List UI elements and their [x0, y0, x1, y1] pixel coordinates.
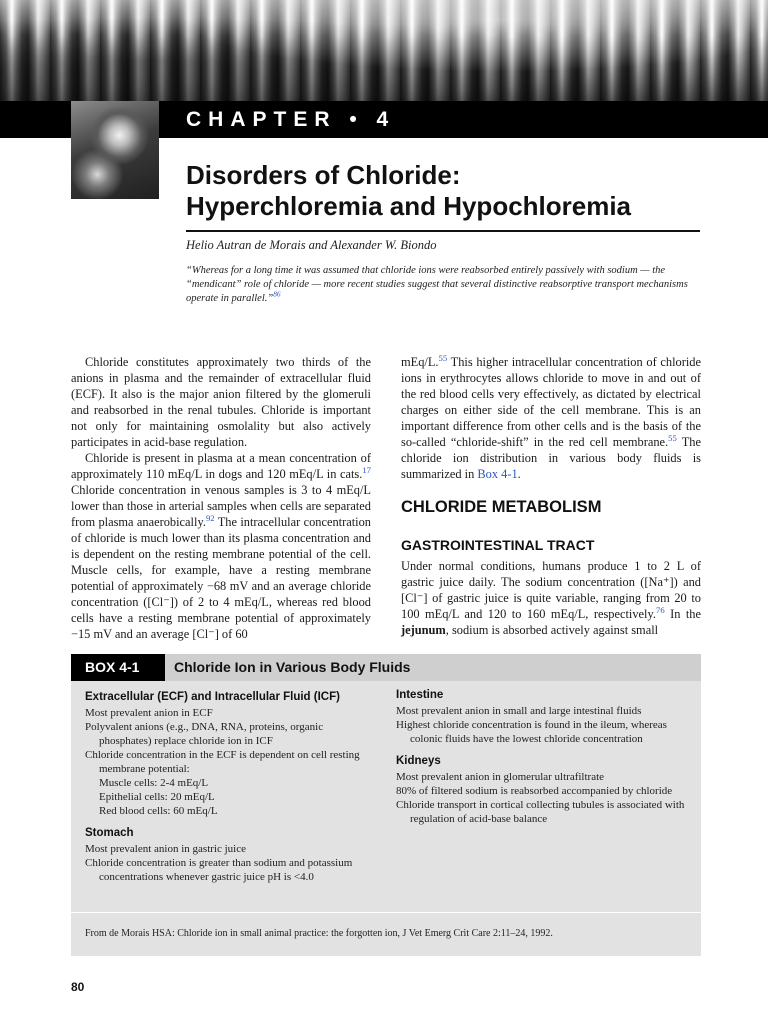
box-title: Chloride Ion in Various Body Fluids — [174, 659, 411, 675]
right-p2-text-c: , sodium is absorbed actively against small — [445, 623, 659, 637]
chapter-title — [186, 160, 706, 222]
left-p2-text-c: The intracellular concentration of chloride is much lower than its plasma concentration and is dependent on the resting membrane potential of the cell. Muscle cells, for example, have a resting membrane potential of approximately −68 mV and an average chloride concentration ([Cl⁻]) of 2 to 4 mEq/L, whereas red blood cells have a resting membrane potential of approximately −15 mV and an average [Cl⁻] of 60 — [71, 515, 371, 641]
box-left-column — [85, 690, 375, 884]
reference-link-55b[interactable]: 55 — [668, 432, 677, 443]
box-item: Chloride concentration in the ECF is dependent on cell resting membrane potential: — [85, 749, 360, 775]
title-line-1: Disorders of Chloride: — [186, 160, 461, 190]
jejunum-bold: jejunum — [401, 623, 446, 637]
left-paragraph-2 — [71, 450, 371, 642]
box-item: Chloride concentration is greater than sodium and potassium concentrations whenever gastric juice pH is <4.0 — [85, 857, 353, 883]
left-paragraph-1: Chloride constitutes approximately two thirds of the anions in plasma and the remainder of extracellular fluid (ECF). It also is the major anion filtered by the glomeruli and reabsorbed in the renal tubules. Chloride is important not only for maintaining osmolality but also actively participates in acid-base regulation. — [71, 355, 371, 449]
chapter-side-photo — [71, 101, 159, 199]
box-heading-intestine: Intestine — [396, 689, 444, 701]
box-heading-kidneys: Kidneys — [396, 755, 441, 767]
left-p2-text-b: Chloride concentration in venous samples is 3 to 4 mEq/L lower than those in arterial samples when cells are separated from plasma anaerobically. — [71, 483, 371, 529]
left-p2-text-a: Chloride is present in plasma at a mean concentration of approximately 110 mEq/L in dogs and 120 mEq/L in cats. — [71, 451, 371, 481]
epigraph — [186, 264, 700, 306]
box-item: Highest chloride concentration is found in the ileum, whereas colonic fluids have the lowest chloride concentration — [396, 719, 667, 745]
right-p1-text-a: mEq/L. — [401, 355, 439, 369]
box-heading-ecf-icf: Extracellular (ECF) and Intracellular Fluid (ICF) — [85, 691, 340, 703]
right-p1-text-b: This higher intracellular concentration of chloride ions in erythrocytes allows chloride to move in and out of the red blood cells very effectively, as dictated by electrical charges on either side of the cell membrane. This is an important difference from other cells and is the basis of the so-called “chloride-shift” in the red cell membrane. — [401, 355, 701, 449]
box-item: 80% of filtered sodium is reabsorbed accompanied by chloride — [396, 785, 673, 797]
right-p1-text-c: The chloride ion distribution in various body fluids is summarized in — [401, 435, 701, 481]
box-right-column — [396, 688, 696, 826]
right-column-top — [401, 354, 701, 482]
subsection-heading-gi-tract: GASTROINTESTINAL TRACT — [401, 537, 595, 553]
box-item: Chloride transport in cortical collecting tubules is associated with regulation of acid-base balance — [396, 799, 685, 825]
epigraph-reference-link[interactable]: 86 — [273, 289, 281, 299]
right-p2-text-a: Under normal conditions, humans produce 1 to 2 L of gastric juice daily. The sodium concentration ([Na⁺]) and [Cl⁻] of gastric juice is quite variable, ranging from 20 to 100 mEq/L and 120 to 160 mEq/L, respectively. — [401, 559, 701, 621]
box-sub-item: Red blood cells: 60 mEq/L — [99, 805, 218, 817]
section-heading-chloride-metabolism: CHLORIDE METABOLISM — [401, 498, 602, 516]
box-heading-stomach: Stomach — [85, 827, 134, 839]
header-banner-image — [0, 0, 768, 101]
right-p1-text-d: . — [517, 467, 521, 481]
chapter-label: CHAPTER • 4 — [186, 108, 396, 131]
left-column — [71, 354, 371, 642]
box-tag: BOX 4-1 — [71, 654, 165, 681]
epigraph-text: “Whereas for a long time it was assumed that chloride ions were reabsorbed entirely passively with sodium — the “mendicant” role of chloride — more recent studies suggest that several distinctive reabsorptive transport mechanisms operate in parallel.” — [186, 265, 688, 304]
reference-link-92[interactable]: 92 — [205, 512, 215, 523]
authors: Helio Autran de Morais and Alexander W. Biondo — [186, 238, 437, 252]
title-rule — [186, 230, 700, 232]
title-line-2: Hyperchloremia and Hypochloremia — [186, 191, 632, 221]
box-4-1-link[interactable]: Box 4-1 — [477, 467, 518, 481]
box-item: Polyvalent anions (e.g., DNA, RNA, proteins, organic phosphates) replace chloride ion in ICF — [85, 721, 324, 747]
box-sub-item: Epithelial cells: 20 mEq/L — [99, 791, 215, 803]
right-paragraph-1 — [401, 354, 701, 482]
box-item: Most prevalent anion in small and large intestinal fluids — [396, 705, 642, 717]
box-item: Most prevalent anion in gastric juice — [85, 843, 246, 855]
box-item: Most prevalent anion in glomerular ultrafiltrate — [396, 771, 605, 783]
reference-link-17[interactable]: 17 — [362, 464, 371, 475]
box-source-citation: From de Morais HSA: Chloride ion in small animal practice: the forgotten ion, J Vet Emerg Crit Care 2:11–24, 1992. — [85, 928, 553, 939]
box-item: Most prevalent anion in ECF — [85, 707, 213, 719]
box-4-1 — [71, 654, 701, 956]
reference-link-76[interactable]: 76 — [656, 604, 665, 615]
page-number: 80 — [71, 980, 85, 994]
right-p2-text-b: In the — [664, 607, 701, 621]
box-divider — [71, 912, 701, 913]
right-paragraph-2 — [401, 558, 701, 638]
reference-link-55a[interactable]: 55 — [438, 352, 448, 363]
box-sub-item: Muscle cells: 2-4 mEq/L — [99, 777, 209, 789]
